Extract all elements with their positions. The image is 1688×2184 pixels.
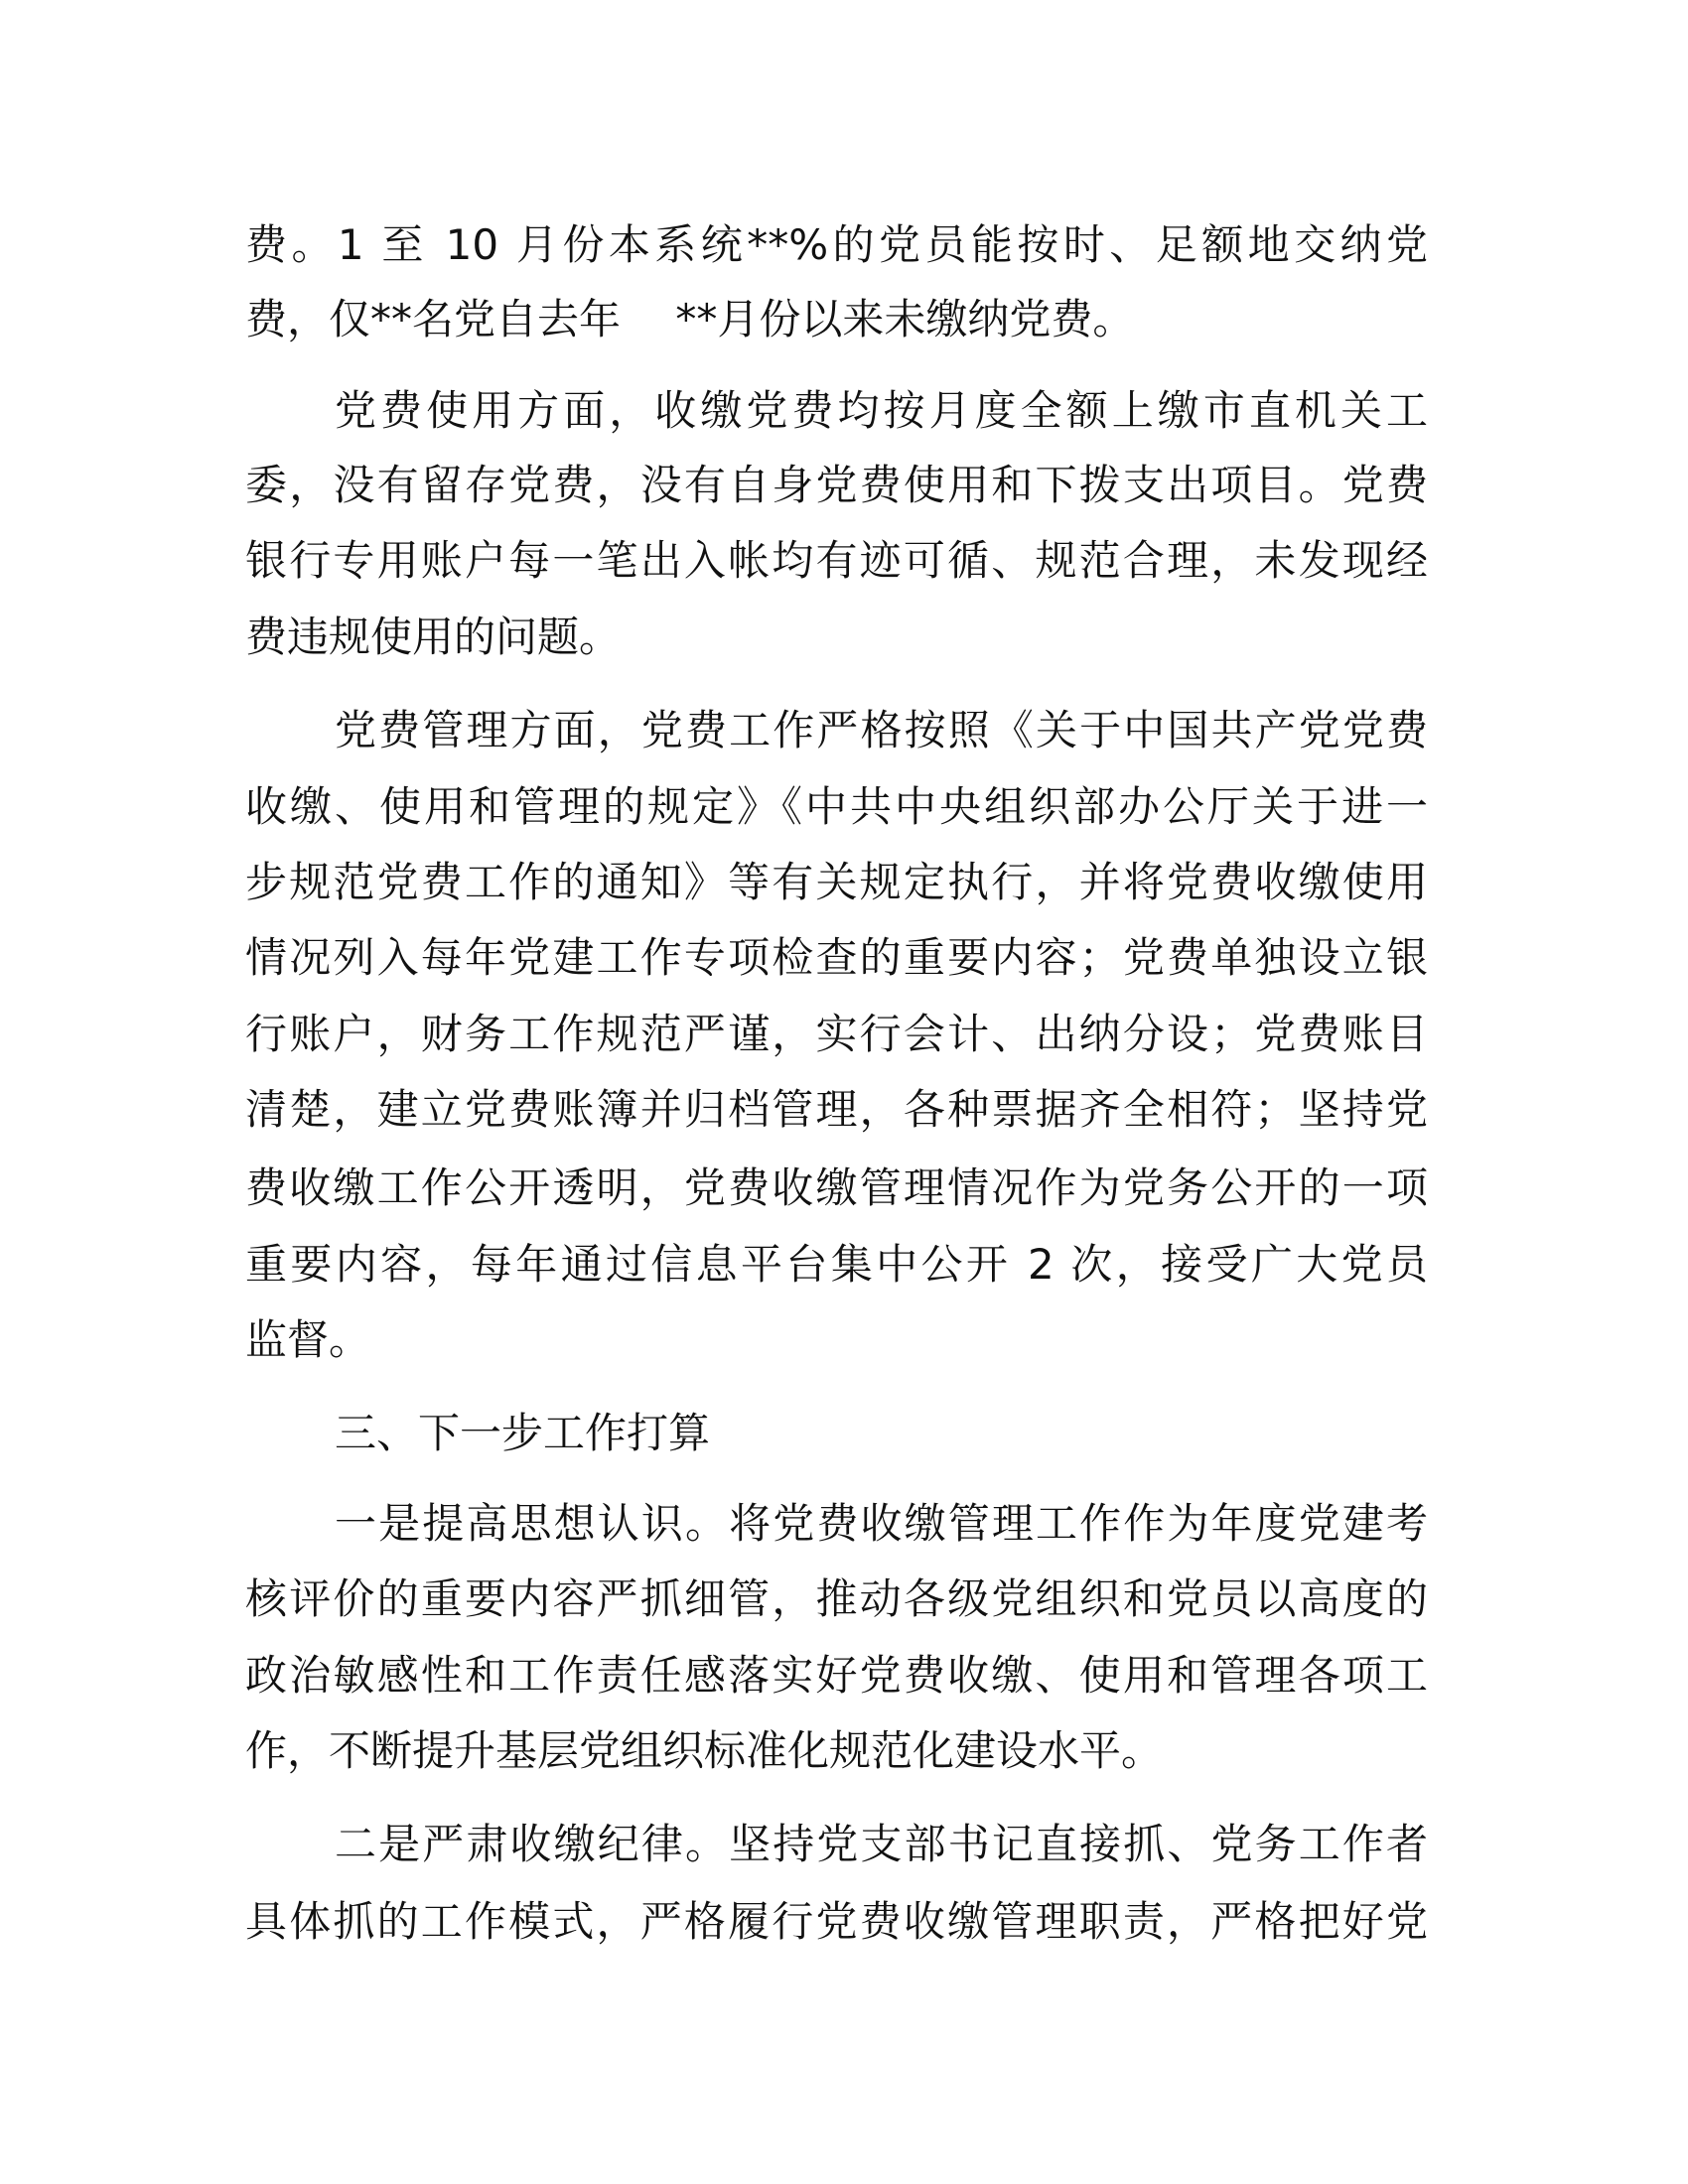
text-line: 步规范党费工作的通知》等有关规定执行，并将党费收缴使用: [245, 858, 1428, 906]
text-line: 党费使用方面，收缴党费均按月度全额上缴市直机关工: [335, 386, 1428, 435]
text-line: 费收缴工作公开透明，党费收缴管理情况作为党务公开的一项: [245, 1163, 1428, 1212]
text-line: 党费管理方面，党费工作严格按照《关于中国共产党党费: [335, 706, 1428, 754]
text-line: 具体抓的工作模式，严格履行党费收缴管理职责，严格把好党: [245, 1897, 1428, 1946]
text-line: 二是严肃收缴纪律。坚持党支部书记直接抓、党务工作者: [335, 1820, 1428, 1868]
text-line: 费。1 至 10 月份本系统**%的党员能按时、足额地交纳党: [245, 220, 1428, 269]
text-line: 政治敏感性和工作责任感落实好党费收缴、使用和管理各项工: [245, 1651, 1428, 1700]
text-line: 监督。: [245, 1315, 371, 1364]
text-line: 核评价的重要内容严抓细管，推动各级党组织和党员以高度的: [245, 1574, 1428, 1623]
text-line: 一是提高思想认识。将党费收缴管理工作作为年度党建考: [335, 1499, 1428, 1548]
text-line: 三、下一步工作打算: [335, 1409, 711, 1457]
text-line: 作，不断提升基层党组织标准化规范化建设水平。: [245, 1726, 1164, 1775]
text-line: 情况列入每年党建工作专项检查的重要内容；党费单独设立银: [245, 933, 1428, 982]
text-line: 银行专用账户每一笔出入帐均有迹可循、规范合理，未发现经: [245, 536, 1428, 585]
text-line: 费违规使用的问题。: [245, 613, 622, 661]
text-line: 重要内容，每年通过信息平台集中公开 2 次，接受广大党员: [245, 1240, 1428, 1289]
text-line: 费，仅**名党自去年 **月份以来未缴纳党费。: [245, 295, 1135, 343]
text-line: 委，没有留存党费，没有自身党费使用和下拨支出项目。党费: [245, 461, 1428, 509]
text-line: 行账户，财务工作规范严谨，实行会计、出纳分设；党费账目: [245, 1010, 1428, 1058]
text-line: 收缴、使用和管理的规定》《中共中央组织部办公厅关于进一: [245, 782, 1428, 831]
text-line: 清楚，建立党费账簿并归档管理，各种票据齐全相符；坚持党: [245, 1085, 1428, 1134]
